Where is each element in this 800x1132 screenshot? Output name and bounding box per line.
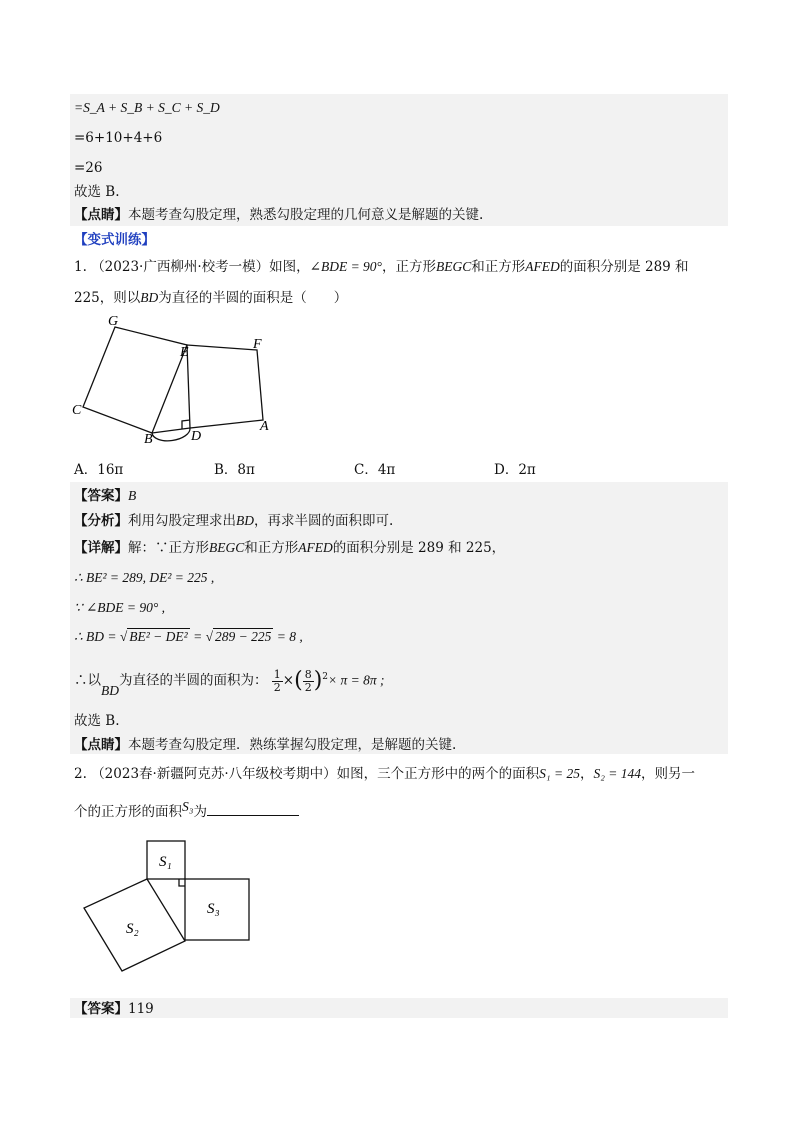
q1-number: 1.	[74, 259, 87, 275]
analysis-text: ，再求半圆的面积即可.	[254, 513, 394, 529]
answer-value: 119	[128, 1001, 154, 1017]
q2-source: （2023春·新疆阿克苏·八年级校考期中）	[91, 766, 337, 782]
step4-end: × π = 8π ;	[328, 672, 385, 688]
step4-prefix: ∴以	[74, 672, 101, 689]
detail-text: 解：∵正方形	[128, 540, 209, 556]
step3-mid: =	[189, 629, 206, 644]
detail-text: 的面积分别是 289 和 225，	[332, 540, 506, 556]
step3-radicand-b: 289 − 225	[215, 629, 272, 644]
q1-text: ，正方形	[381, 259, 436, 275]
choice-letter: D．	[494, 462, 519, 478]
comment-text: 本题考查勾股定理．熟练掌握勾股定理，是解题的关键.	[128, 737, 457, 753]
q2-text: 为	[193, 804, 207, 820]
label-b: B	[144, 432, 153, 447]
q1-bd: BD	[140, 290, 159, 305]
choice-d[interactable]	[494, 458, 536, 478]
q2-s1: S₁ = 25	[539, 766, 580, 781]
prev-comment	[74, 206, 483, 224]
choice-letter: C．	[354, 462, 378, 478]
comment-tag: 【点睛】	[74, 207, 128, 223]
q1-answer	[74, 487, 136, 505]
step3-end: = 8 ,	[273, 629, 303, 644]
q2-text: 如图，三个正方形中的两个的面积	[336, 766, 540, 782]
step3-prefix: ∴ BD =	[74, 629, 120, 644]
prev-conclusion: 故选 B.	[74, 184, 120, 200]
label-d: D	[191, 429, 202, 444]
comment-tag: 【点睛】	[74, 737, 128, 753]
choice-value: 8π	[237, 462, 255, 478]
q1-angle: ∠BDE = 90°	[309, 259, 382, 274]
q2-figure	[80, 835, 255, 975]
label-g: G	[108, 314, 119, 329]
inner-den: 2	[304, 680, 312, 694]
detail-tag: 【详解】	[74, 540, 128, 556]
q1-step-4: ∴以BD为直径的半圆的面积为： $\frac{1}{2}$ ×( $\frac{8}{2}$ )$^2$× π = 8π ;	[74, 667, 385, 698]
step4-mid: 为直径的半圆的面积为：	[119, 672, 268, 689]
prev-line-1: =S_A + S_B + S_C + S_D	[74, 100, 220, 115]
q1-square-2: AFED	[525, 259, 560, 274]
detail-square-2: AFED	[298, 540, 333, 555]
q2-number: 2.	[74, 766, 87, 782]
label-e: E	[180, 345, 189, 360]
analysis-text: 利用勾股定理求出	[128, 513, 236, 529]
q1-step-1: ∴ BE² = 289, DE² = 225 ,	[74, 570, 215, 585]
answer-value: B	[128, 488, 137, 503]
inner-num: 8	[304, 667, 312, 681]
times-sign: ×	[282, 672, 295, 689]
q1-figure	[70, 308, 280, 453]
label-f: F	[253, 337, 262, 352]
q2-s2: S₂ = 144	[593, 766, 642, 781]
q1-square-1: BEGC	[435, 259, 472, 274]
label-s3: S₃	[207, 901, 220, 917]
label-s1: S₁	[159, 854, 172, 870]
choice-a[interactable]	[74, 458, 123, 478]
q1-conclusion: 故选 B.	[74, 713, 120, 729]
q1-line-2	[74, 289, 347, 307]
section-header: 【变式训练】	[74, 232, 155, 248]
half-fraction	[272, 669, 283, 694]
q2-answer-block	[70, 998, 728, 1018]
q2-s3: S₃	[182, 799, 194, 814]
q2-text: 个的正方形的面积	[74, 804, 182, 820]
half-num: 1	[273, 667, 281, 681]
prev-line-2: =6+10+4+6	[74, 130, 163, 146]
step4-bd: BD	[101, 682, 119, 698]
choice-letter: B．	[214, 462, 238, 478]
q1-step-3: ∴ BD = √ BE² − DE² = √ 289 − 225 = 8 ,	[74, 629, 303, 644]
answer-tag: 【答案】	[74, 488, 128, 504]
half-den: 2	[273, 680, 281, 694]
label-s2: S₂	[126, 921, 139, 937]
answer-tag: 【答案】	[74, 1001, 128, 1017]
q1-analysis	[74, 512, 393, 530]
q2-answer	[74, 1000, 154, 1018]
choice-value: 2π	[518, 462, 536, 478]
label-c: C	[72, 403, 82, 418]
choice-letter: A．	[74, 462, 98, 478]
q2-text: ，则另一	[641, 766, 696, 782]
q1-step-2: ∵ ∠BDE = 90° ,	[74, 600, 166, 615]
analysis-tag: 【分析】	[74, 513, 128, 529]
step3-radicand-a: BE² − DE²	[129, 629, 188, 644]
q1-text: 和正方形	[471, 259, 526, 275]
q1-detail	[74, 539, 505, 557]
inner-fraction	[303, 669, 314, 694]
prev-line-3: =26	[74, 160, 103, 176]
q1-source: （2023·广西柳州·校考一模）	[91, 259, 270, 275]
comment-text: 本题考查勾股定理，熟悉勾股定理的几何意义是解题的关键.	[128, 207, 484, 223]
q2-line-1	[74, 765, 695, 783]
q1-text: 为直径的半圆的面积是（ ）	[158, 290, 348, 306]
choice-value: 16π	[97, 462, 124, 478]
q1-comment	[74, 736, 456, 754]
q1-text: 的面积分别是 289 和	[559, 259, 689, 275]
q1-line-1	[74, 258, 689, 276]
detail-text: 和正方形	[244, 540, 299, 556]
answer-blank[interactable]	[207, 803, 299, 816]
q1-text: 如图，	[269, 259, 310, 275]
detail-square-1: BEGC	[209, 540, 245, 555]
square-exponent: 2	[322, 672, 329, 682]
q1-text: 225，则以	[74, 290, 141, 306]
choice-b[interactable]	[214, 458, 255, 478]
analysis-bd: BD	[236, 513, 254, 528]
choice-value: 4π	[377, 462, 396, 478]
choice-c[interactable]	[354, 458, 395, 478]
label-a: A	[260, 419, 269, 434]
q2-line-2	[74, 799, 299, 821]
q2-sep: ，	[579, 766, 594, 782]
